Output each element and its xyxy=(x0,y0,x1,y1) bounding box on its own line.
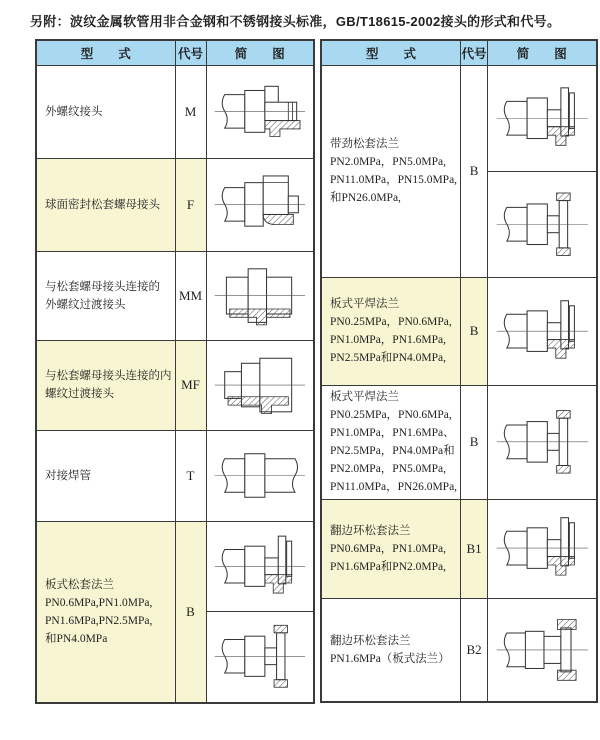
plate-loose-flange-diagram xyxy=(207,522,314,612)
diagram-cell xyxy=(206,65,314,158)
fitting-type-cell xyxy=(36,158,175,251)
fitting-code: B xyxy=(461,65,488,277)
table-row xyxy=(36,521,314,703)
fitting-code: MF xyxy=(175,340,206,430)
table-row xyxy=(36,65,314,158)
fitting-type-line: PN2.0MPa，PN5.0MPa, xyxy=(330,463,446,475)
fitting-type-line: 翻边环松套法兰 xyxy=(330,634,411,647)
fitting-code: B1 xyxy=(461,499,488,598)
fitting-type-line: 带劲松套法兰 xyxy=(330,138,399,150)
fitting-table-left xyxy=(35,39,315,704)
fitting-type-line: PN2.0MPa，PN5.0MPa, xyxy=(330,156,446,168)
fitting-type-cell xyxy=(321,598,461,702)
column-header-code: 代号 xyxy=(461,40,488,65)
fitting-type-line: 与松套螺母接头连接的 xyxy=(45,280,160,293)
fitting-type-cell xyxy=(36,340,175,430)
table-row xyxy=(321,65,597,277)
table-row xyxy=(321,277,597,385)
diagram-cell xyxy=(206,430,314,521)
fitting-type-cell xyxy=(36,430,175,521)
fitting-type-line: PN0.6MPa，PN1.0MPa, xyxy=(330,542,446,555)
fitting-type-cell xyxy=(36,251,175,340)
neck-loose-flange-alt-diagram xyxy=(488,171,596,277)
fitting-type-line: PN0.25MPa，PN0.6MPa, xyxy=(330,409,452,421)
fitting-table-right xyxy=(320,39,598,703)
diagram-cell xyxy=(206,340,314,430)
diagram-cell xyxy=(488,499,597,598)
fitting-type-line: PN11.0MPa，PN26.0MPa, xyxy=(330,481,458,493)
fitting-type-line: 外螺纹过渡接头 xyxy=(45,298,126,311)
diagram-cell xyxy=(206,251,314,340)
column-header-type: 型 式 xyxy=(36,40,175,65)
fitting-type-cell xyxy=(321,65,461,277)
spherical-seal-loose-nut-fitting-diagram xyxy=(207,159,314,251)
page-title: 另附：波纹金属软管用非合金钢和不锈钢接头标准，GB/T18615-2002接头的形式和代号。 xyxy=(30,14,561,29)
fitting-type-line: PN1.6MPa（板式法兰） xyxy=(330,652,450,665)
fitting-type-line: PN0.25MPa，PN0.6MPa, xyxy=(330,316,452,328)
male-thread-fitting-diagram xyxy=(207,66,314,158)
fitting-type-line: 板式松套法兰 xyxy=(45,578,114,591)
column-header-diagram: 简 图 xyxy=(488,40,597,65)
fitting-type-line: 和PN4.0MPa xyxy=(45,632,108,645)
fitting-code: B2 xyxy=(461,598,488,702)
column-header-diagram: 简 图 xyxy=(206,40,314,65)
fitting-type-line: PN1.0MPa，PN1.6MPa、 xyxy=(330,427,455,439)
fitting-type-line: PN2.5MPa和PN4.0MPa, xyxy=(330,352,446,364)
fitting-type-cell xyxy=(36,65,175,158)
fitting-type-line: 板式平焊法兰 xyxy=(330,298,399,310)
fitting-type-line: PN2.5MPa，PN4.0MPa和 xyxy=(330,445,455,457)
plate-loose-flange-alt-diagram xyxy=(207,611,314,702)
flanged-ring-loose-flange-diagram xyxy=(488,500,596,598)
fitting-code: B xyxy=(461,385,488,499)
tables-container xyxy=(35,39,600,704)
table-row xyxy=(321,598,597,702)
plate-weld-flange-diagram xyxy=(488,278,596,385)
diagram-cell xyxy=(206,158,314,251)
fitting-type-line: PN1.6MPa,PN2.5MPa, xyxy=(45,614,153,627)
fitting-type-line: 与松套螺母接头连接的内 xyxy=(45,370,172,382)
fitting-code: MM xyxy=(175,251,206,340)
female-thread-adapter-diagram xyxy=(207,341,314,430)
fitting-type-line: 板式平焊法兰 xyxy=(330,391,399,403)
fitting-code: T xyxy=(175,430,206,521)
fitting-code: B xyxy=(461,277,488,385)
fitting-code: B xyxy=(175,521,206,703)
table-row xyxy=(321,385,597,499)
fitting-type-line: 螺纹过渡接头 xyxy=(45,388,114,400)
table-row xyxy=(321,499,597,598)
fitting-type-line: PN1.0MPa，PN1.6MPa, xyxy=(330,334,446,346)
fitting-type-line: 球面密封松套螺母接头 xyxy=(45,198,160,211)
fitting-type-cell xyxy=(321,499,461,598)
diagram-cell xyxy=(488,65,597,277)
fitting-code: M xyxy=(175,65,206,158)
diagram-cell xyxy=(206,521,314,703)
diagram-cell xyxy=(488,598,597,702)
fitting-type-cell xyxy=(321,385,461,499)
fitting-type-line: PN0.6MPa,PN1.0MPa, xyxy=(45,596,153,609)
fitting-type-cell xyxy=(321,277,461,385)
table-row xyxy=(36,158,314,251)
neck-loose-flange-diagram xyxy=(488,66,596,171)
fitting-type-line: 和PN26.0MPa, xyxy=(330,192,401,204)
column-header-code: 代号 xyxy=(175,40,206,65)
diagram-cell xyxy=(488,277,597,385)
table-row xyxy=(36,251,314,340)
butt-weld-pipe-diagram xyxy=(207,431,314,521)
header-row xyxy=(321,40,597,65)
table-row xyxy=(36,430,314,521)
fitting-type-line: PN1.6MPa和PN2.0MPa, xyxy=(330,560,446,573)
fitting-type-cell xyxy=(36,521,175,703)
fitting-type-line: 翻边环松套法兰 xyxy=(330,524,411,537)
fitting-type-line: PN11.0MPa，PN15.0MPa, xyxy=(330,174,458,186)
fitting-type-line: 外螺纹接头 xyxy=(45,105,103,118)
diagram-cell xyxy=(488,385,597,499)
column-header-type: 型 式 xyxy=(321,40,461,65)
header-row xyxy=(36,40,314,65)
plate-weld-flange-sym-diagram xyxy=(488,386,596,499)
table-row xyxy=(36,340,314,430)
flanged-ring-plate-flange-diagram xyxy=(488,599,596,701)
fitting-code: F xyxy=(175,158,206,251)
male-thread-adapter-diagram xyxy=(207,252,314,340)
fitting-type-line: 对接焊管 xyxy=(45,469,91,482)
